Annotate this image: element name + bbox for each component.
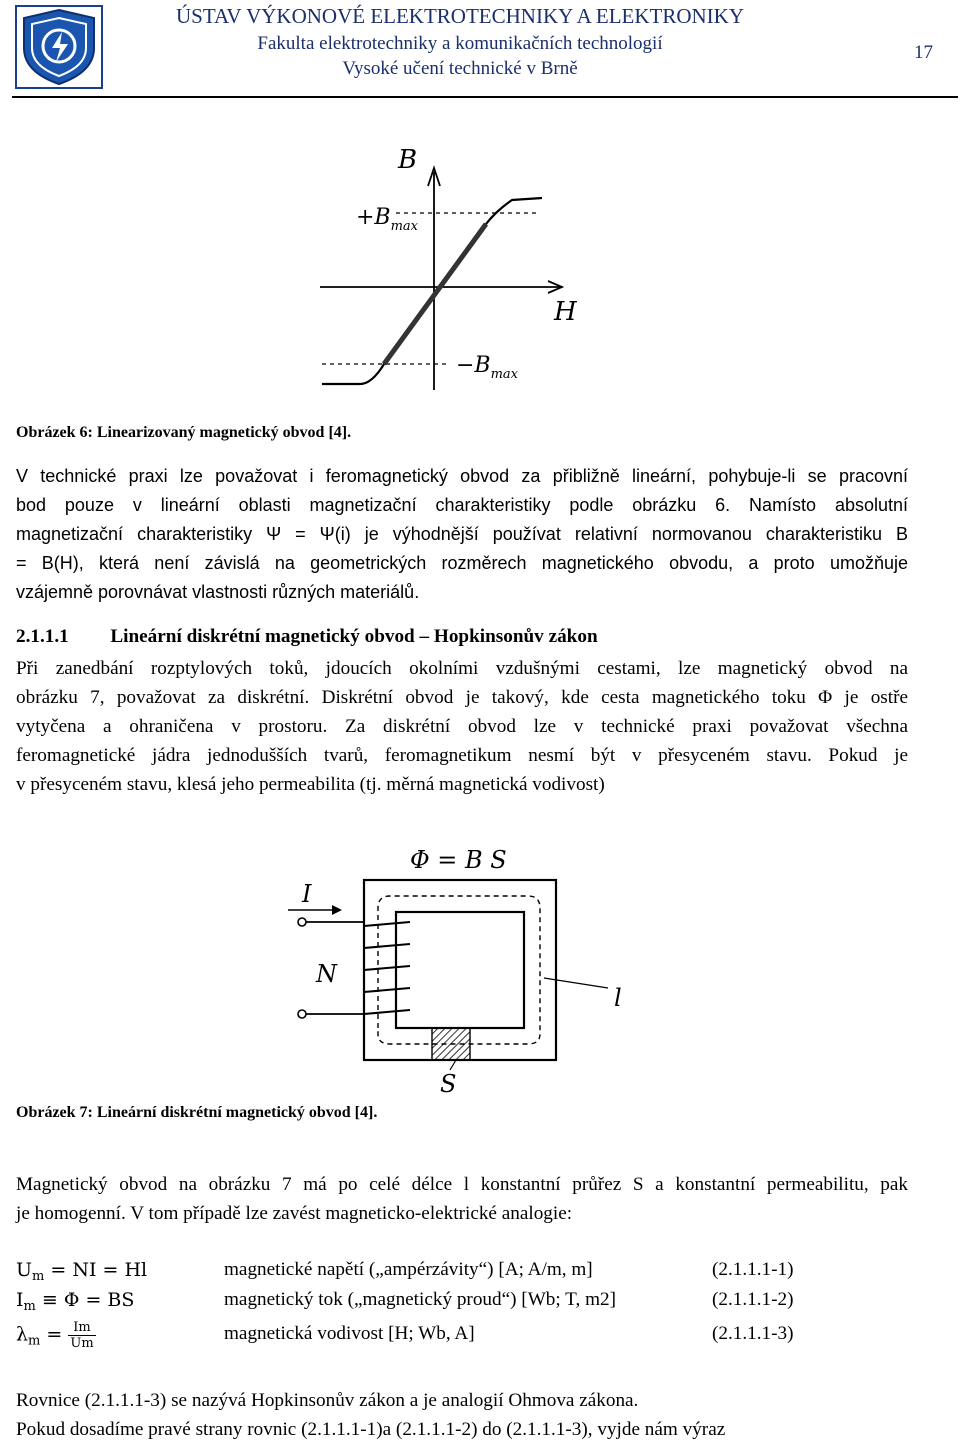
label-s: S xyxy=(440,1070,457,1098)
logo-shield-icon xyxy=(14,4,104,90)
label-i: I xyxy=(302,880,312,908)
para1-line2: bod pouze v lineární oblasti magnetizační charakteristiky podle obrázku 6. Namísto absolutní xyxy=(16,495,908,515)
para1-line3: magnetizační charakteristiky Ψ = Ψ(i) je výhodnější používat relativní normovanou charakteristiku B xyxy=(16,524,908,544)
para3-line1: Magnetický obvod na obrázku 7 má po celé délce l konstantní průřez S a konstantní permeabilitu, pak xyxy=(16,1174,908,1195)
para2-line3: vytyčena a ohraničena v prostoru. Za diskrétní obvod lze v technické praxi považovat všechna xyxy=(16,716,908,737)
label-l: l xyxy=(614,984,622,1012)
equation-3-fraction: $\frac{Im}{Um}$ xyxy=(70,1320,94,1351)
figure-6-graph xyxy=(300,140,577,400)
header-faculty: Fakulta elektrotechniky a komunikačních technologií xyxy=(257,33,663,54)
flux-path xyxy=(378,896,540,1044)
l-leader-line xyxy=(544,978,608,988)
paragraph-discrete-circuit xyxy=(16,654,908,799)
equation-3-number: (2.1.1.1-3) xyxy=(712,1323,794,1344)
linearized-curve xyxy=(322,198,542,384)
equation-3-math: $\lambda_m$ = $\frac{Im}{Um}$ xyxy=(16,1320,94,1351)
paragraph-linearization xyxy=(16,462,908,607)
label-b: B xyxy=(398,145,418,175)
para2-line1: Při zanedbání rozptylových toků, jdoucích okolními vzdušnými cestami, lze magnetický obvod na xyxy=(16,658,908,679)
equation-3-description: magnetická vodivost [H; Wb, A] xyxy=(224,1323,475,1344)
paragraph-homogeneous xyxy=(16,1170,908,1228)
winding-coils xyxy=(364,922,410,1014)
paragraph-hopkinson xyxy=(16,1386,908,1444)
label-plus-bmax: $+B_{max}$ xyxy=(356,205,419,234)
para4-line1: Rovnice (2.1.1.1-3) se nazývá Hopkinsonův zákon a je analogií Ohmova zákona. xyxy=(16,1390,639,1411)
section-number: 2.1.1.1 xyxy=(16,626,69,647)
para1-line1: V technické praxi lze považovat i feromagnetický obvod za přibližně lineární, pohybuje-li se pracovní xyxy=(16,466,908,486)
label-n: N xyxy=(316,960,337,988)
equation-2-math: $I_m \equiv \Phi$ = BS xyxy=(16,1289,135,1314)
section-heading xyxy=(16,626,598,648)
core-inner xyxy=(396,912,524,1028)
current-arrow-head-icon xyxy=(332,905,342,915)
header-divider xyxy=(12,96,958,98)
para2-line4: feromagnetické jádra jednodušších tvarů, feromagnetikum nesmí být v přesyceném stavu. Pokud je xyxy=(16,745,908,766)
equation-row-1 xyxy=(16,1256,916,1284)
para1-line4: = B(H), která není závislá na geometrických rozměrech magnetického obvodu, a proto umožňuje xyxy=(16,553,908,573)
figure-7-caption: Obrázek 7: Lineární diskrétní magnetický obvod [4]. xyxy=(16,1104,378,1121)
header-institute: ÚSTAV VÝKONOVÉ ELEKTROTECHNIKY A ELEKTRONIKY xyxy=(175,4,744,28)
s-leader-line xyxy=(450,1060,456,1070)
equation-1-math: $U_m$ = NI = Hl xyxy=(16,1259,148,1284)
section-title: Lineární diskrétní magnetický obvod – Hopkinsonův zákon xyxy=(110,626,598,647)
header-university: Vysoké učení technické v Brně xyxy=(342,58,578,79)
para3-line2: je homogenní. V tom případě lze zavést magneticko-elektrické analogie: xyxy=(16,1203,573,1224)
linear-region xyxy=(384,224,486,364)
para2-line5: v přesyceném stavu, klesá jeho permeabilita (tj. měrná magnetická vodivost) xyxy=(16,774,605,795)
page-number: 17 xyxy=(914,42,933,63)
equation-2-number: (2.1.1.1-2) xyxy=(712,1289,794,1310)
equation-1-description: magnetické napětí („ampérzávity“) [A; A/m, m] xyxy=(224,1259,593,1280)
label-phi: Φ = B S xyxy=(410,846,507,874)
figure-6-caption: Obrázek 6: Linearizovaný magnetický obvod [4]. xyxy=(16,424,352,441)
cross-section-s xyxy=(432,1028,470,1060)
label-h: H xyxy=(554,297,577,327)
equation-row-3 xyxy=(16,1318,916,1358)
equation-1-number: (2.1.1.1-1) xyxy=(712,1259,794,1280)
equation-2-description: magnetický tok („magnetický proud“) [Wb; T, m2] xyxy=(224,1289,616,1310)
para2-line2: obrázku 7, považovat za diskrétní. Diskrétní obvod je takový, kde cesta magnetického toku Φ je ostře xyxy=(16,687,908,708)
terminal-top-icon xyxy=(298,918,306,926)
terminal-bottom-icon xyxy=(298,1010,306,1018)
para4-line2: Pokud dosadíme pravé strany rovnic (2.1.1.1-1)a (2.1.1.1-2) do (2.1.1.1-3), vyjde nám výraz xyxy=(16,1419,726,1440)
para1-line5: vzájemně porovnávat vlastnosti různých materiálů. xyxy=(16,582,420,602)
university-logo xyxy=(14,4,104,90)
label-minus-bmax: $-B_{max}$ xyxy=(456,353,519,382)
figure-7-circuit xyxy=(260,838,660,1100)
equation-row-2 xyxy=(16,1286,916,1314)
